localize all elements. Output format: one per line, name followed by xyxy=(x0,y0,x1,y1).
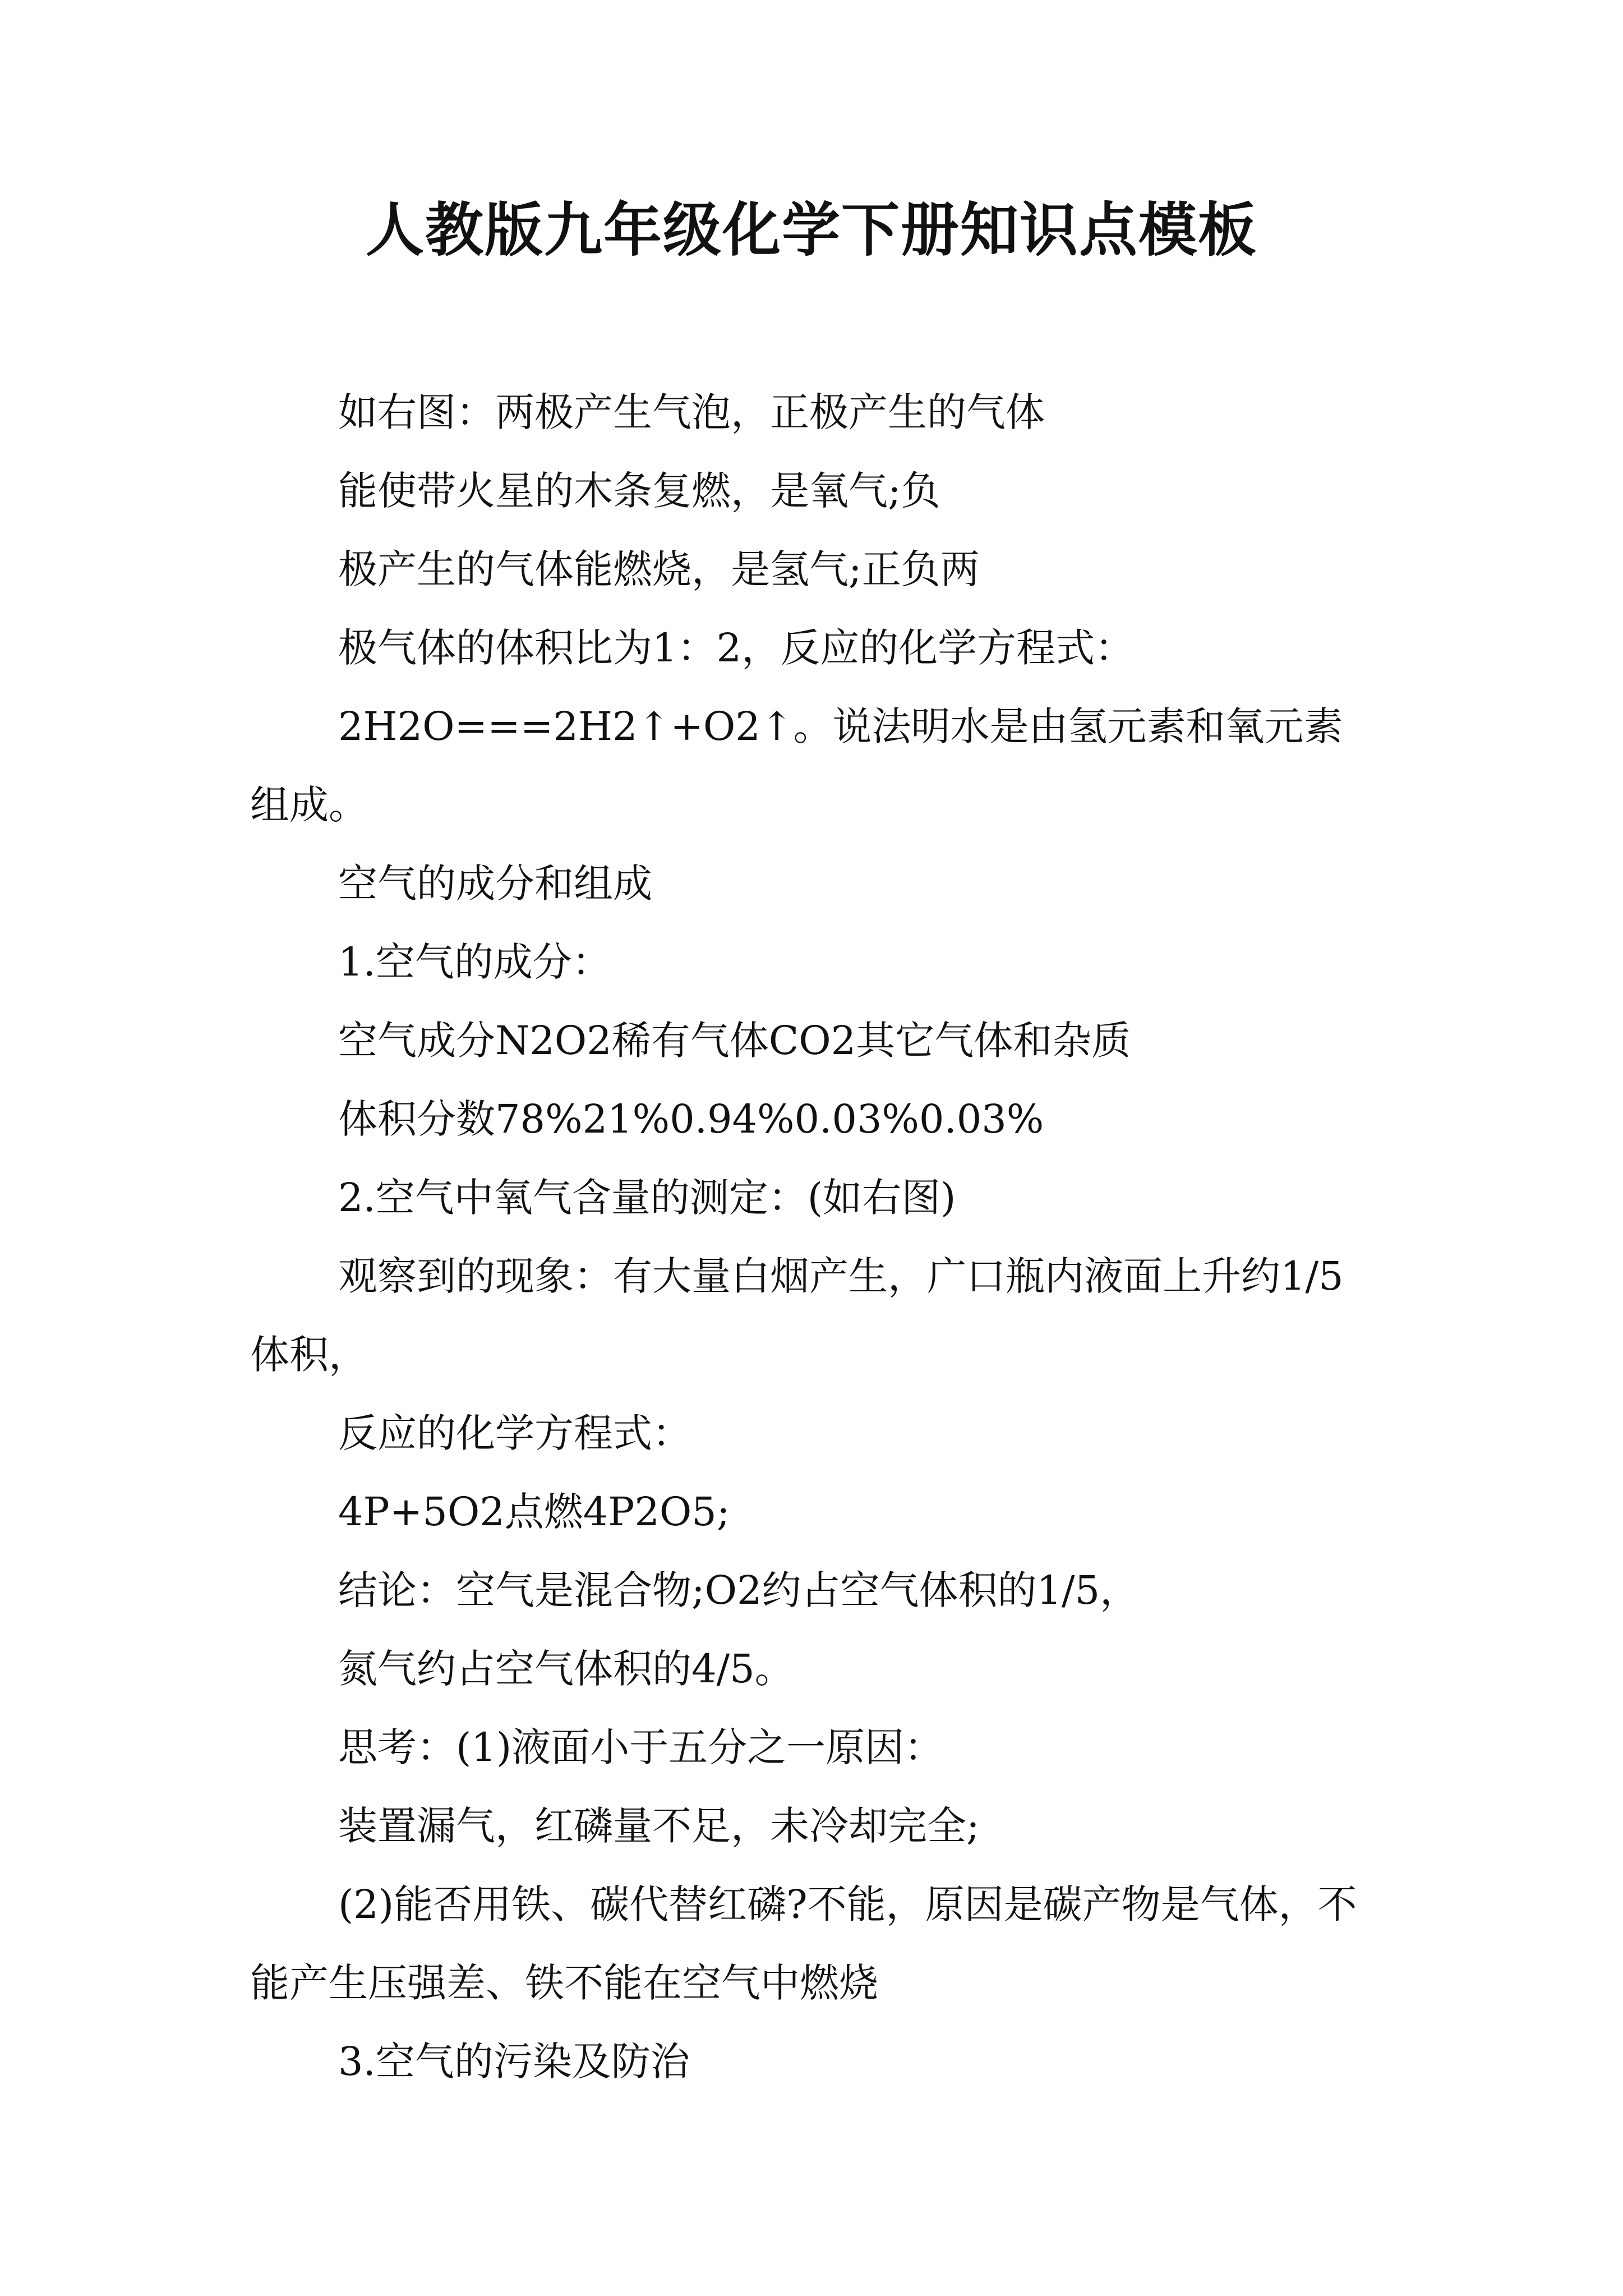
paragraph: 2.空气中氧气含量的测定：(如右图) xyxy=(338,1175,956,1221)
paragraph: 体积分数78%21%0.94%0.03%0.03% xyxy=(338,1096,1044,1142)
paragraph: 能使带火星的木条复燃，是氧气;负 xyxy=(338,468,940,514)
document-title: 人教版九年级化学下册知识点模板 xyxy=(365,196,1257,264)
paragraph: 极产生的气体能燃烧，是氢气;正负两 xyxy=(338,546,980,592)
paragraph: 空气成分N2O2稀有气体CO2其它气体和杂质 xyxy=(338,1018,1131,1064)
paragraph: 思考：(1)液面小于五分之一原因： xyxy=(338,1724,944,1770)
paragraph: 极气体的体积比为1：2，反应的化学方程式： xyxy=(338,625,1135,671)
section-heading: 空气的成分和组成 xyxy=(338,861,652,907)
paragraph: 2H2O===2H2↑+O2↑。说法明水是由氢元素和氧元素组成。 xyxy=(250,703,1343,828)
paragraph: (2)能否用铁、碳代替红磷?不能，原因是碳产物是气体，不能产生压强差、铁不能在空气中燃烧 xyxy=(250,1881,1357,2006)
paragraph: 4P+5O2点燃4P2O5; xyxy=(338,1489,730,1535)
paragraph: 氮气约占空气体积的4/5。 xyxy=(338,1646,794,1692)
paragraph: 观察到的现象：有大量白烟产生，广口瓶内液面上升约1/5体积， xyxy=(250,1253,1344,1378)
document-body xyxy=(250,373,1377,2101)
paragraph: 1.空气的成分： xyxy=(338,939,611,985)
paragraph: 如右图：两极产生气泡，正极产生的气体 xyxy=(338,389,1045,435)
paragraph: 装置漏气，红磷量不足，未冷却完全; xyxy=(338,1803,980,1849)
paragraph: 反应的化学方程式： xyxy=(338,1410,691,1456)
paragraph: 3.空气的污染及防治 xyxy=(338,2039,690,2085)
paragraph: 结论：空气是混合物;O2约占空气体积的1/5， xyxy=(338,1567,1140,1613)
